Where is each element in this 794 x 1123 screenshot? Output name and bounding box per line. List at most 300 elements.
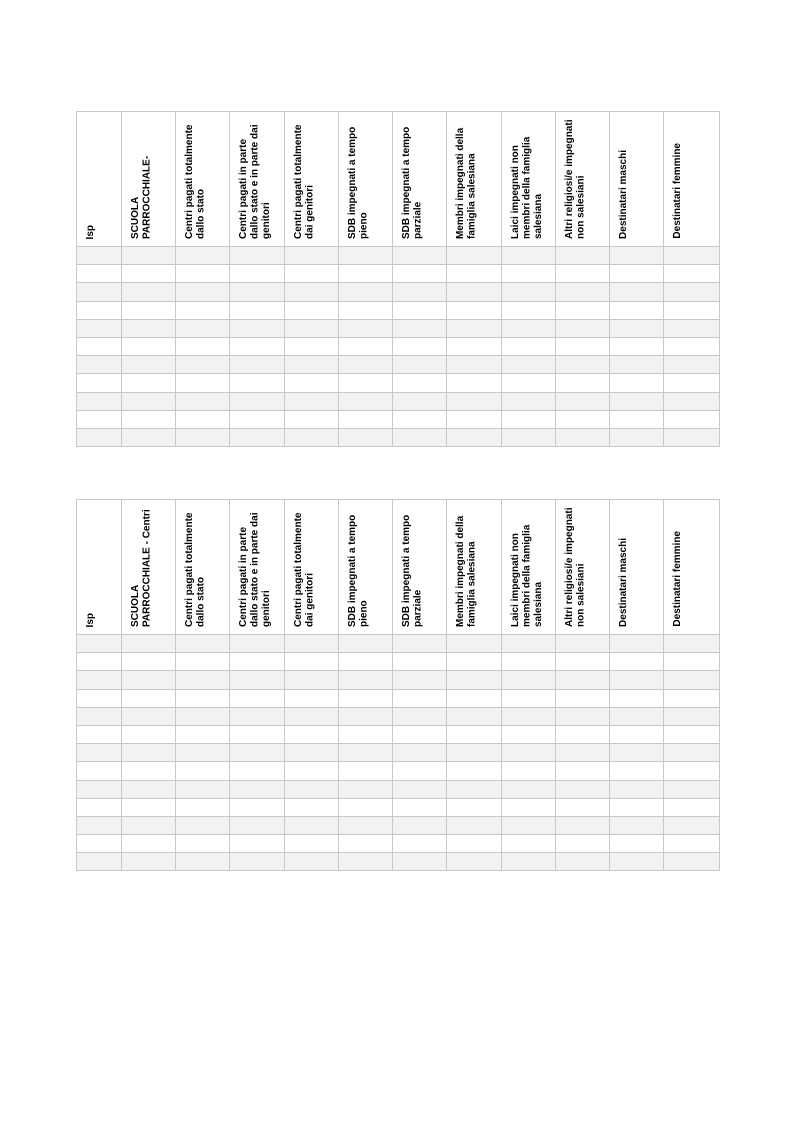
table-cell [664,392,720,410]
table-cell [393,653,447,671]
table-cell [502,356,556,374]
table-cell [122,798,176,816]
table-cell [339,816,393,834]
table-cell [664,835,720,853]
column-header: Centri pagati totalmente dallo stato [176,112,230,247]
table-cell [339,762,393,780]
table-cell [502,301,556,319]
table-cell [610,725,664,743]
table-cell [339,247,393,265]
table-cell [447,653,502,671]
table-cell [339,725,393,743]
table-cell [122,356,176,374]
table-cell [176,247,230,265]
table-cell [122,762,176,780]
table-cell [393,392,447,410]
table-cell [122,247,176,265]
table-cell [502,410,556,428]
table-cell [664,762,720,780]
table-cell [230,780,285,798]
table-cell [176,671,230,689]
table-cell [447,744,502,762]
table-cell [285,671,339,689]
table-cell [502,853,556,871]
table-cell [122,265,176,283]
table-cell [393,337,447,355]
column-header: Laici impegnati non membri della famiglia salesiana [502,500,556,635]
table-cell [230,265,285,283]
table-cell [502,798,556,816]
table-cell [610,835,664,853]
table-cell [230,653,285,671]
table-cell [176,762,230,780]
table-cell [664,265,720,283]
table-cell [502,707,556,725]
table-cell [339,689,393,707]
table-cell [664,301,720,319]
table-cell [285,744,339,762]
table-cell [122,835,176,853]
table-cell [447,265,502,283]
table-cell [230,671,285,689]
table-cell [230,853,285,871]
table-cell [393,265,447,283]
table-cell [664,816,720,834]
table-cell [230,410,285,428]
table-cell [556,744,610,762]
table-cell [502,725,556,743]
column-header: Centri pagati totalmente dai genitori [285,500,339,635]
table-cell [447,428,502,446]
table-cell [339,356,393,374]
table-cell [393,707,447,725]
table-cell [664,410,720,428]
table-cell [285,319,339,337]
table-cell [393,762,447,780]
table-cell [393,635,447,653]
column-header: Destinatari maschi [610,500,664,635]
table-cell [664,671,720,689]
table-cell [285,798,339,816]
table-cell [664,653,720,671]
table-row [77,653,720,671]
table-cell [556,653,610,671]
table-cell [610,392,664,410]
table-cell [393,283,447,301]
table-cell [447,725,502,743]
table-row [77,835,720,853]
table-cell [77,635,122,653]
column-header: Altri religiosi/e impegnati non salesiani [556,112,610,247]
table-cell [339,707,393,725]
table-cell [610,247,664,265]
table-cell [447,671,502,689]
table-cell [502,835,556,853]
table-cell [556,337,610,355]
table-cell [393,835,447,853]
table-row [77,816,720,834]
table-cell [393,689,447,707]
column-header: Membri impegnati della famiglia salesiana [447,112,502,247]
table-cell [556,798,610,816]
table-row [77,780,720,798]
column-header: SDB impegnati a tempo pieno [339,500,393,635]
table-cell [285,689,339,707]
table-cell [610,671,664,689]
table-cell [610,337,664,355]
table-cell [610,265,664,283]
table-cell [556,374,610,392]
table-cell [502,392,556,410]
table-cell [610,853,664,871]
table-row [77,374,720,392]
table-cell [176,283,230,301]
table-cell [664,319,720,337]
table-cell [556,283,610,301]
table-cell [77,744,122,762]
table-cell [447,762,502,780]
table-cell [77,265,122,283]
table-row [77,689,720,707]
table-cell [393,319,447,337]
table-cell [664,780,720,798]
table-cell [230,283,285,301]
table-cell [230,635,285,653]
table-cell [230,725,285,743]
table-cell [285,374,339,392]
table-cell [77,356,122,374]
table-cell [176,374,230,392]
table-row [77,725,720,743]
table-cell [339,744,393,762]
table-cell [502,247,556,265]
table-cell [393,744,447,762]
table-cell [176,356,230,374]
table-cell [176,798,230,816]
column-header: Destinatari femmine [664,112,720,247]
table-cell [447,853,502,871]
table-row [77,337,720,355]
table-cell [610,653,664,671]
column-header: Destinatari femmine [664,500,720,635]
table-cell [77,247,122,265]
table-cell [77,410,122,428]
table-cell [77,816,122,834]
column-header: Centri pagati in parte dallo stato e in parte dai genitori [230,500,285,635]
table-cell [393,301,447,319]
table-cell [339,853,393,871]
table-row [77,356,720,374]
table-row [77,392,720,410]
table-cell [230,247,285,265]
table-cell [664,374,720,392]
table-cell [447,374,502,392]
table-cell [556,356,610,374]
table-cell [77,762,122,780]
table-cell [230,374,285,392]
table-cell [339,374,393,392]
table-cell [447,247,502,265]
table-cell [556,635,610,653]
table-cell [664,356,720,374]
table-cell [664,707,720,725]
table-row [77,301,720,319]
table-cell [285,410,339,428]
table-cell [339,780,393,798]
table-cell [77,780,122,798]
table-cell [447,816,502,834]
table-cell [610,762,664,780]
table-cell [556,671,610,689]
table-cell [502,780,556,798]
table-cell [664,725,720,743]
table-cell [502,653,556,671]
table-cell [502,762,556,780]
column-header: Membri impegnati della famiglia salesiana [447,500,502,635]
table-cell [447,283,502,301]
table-cell [556,410,610,428]
column-header: Isp [77,500,122,635]
table-cell [339,283,393,301]
table-cell [393,853,447,871]
table-row [77,410,720,428]
table-row [77,707,720,725]
table-cell [230,356,285,374]
table-cell [122,707,176,725]
table-cell [122,671,176,689]
table-cell [77,835,122,853]
table-cell [77,725,122,743]
table-cell [502,428,556,446]
table-cell [393,725,447,743]
table-cell [122,374,176,392]
table-cell [285,835,339,853]
table-cell [556,247,610,265]
table-cell [393,428,447,446]
table-row [77,798,720,816]
table-cell [610,283,664,301]
table-cell [610,798,664,816]
table-row [77,428,720,446]
table-cell [122,428,176,446]
table-cell [285,762,339,780]
table-header-row [77,112,720,247]
table-cell [77,319,122,337]
table-cell [339,653,393,671]
table-cell [664,337,720,355]
table-cell [339,392,393,410]
column-header: SDB impegnati a tempo pieno [339,112,393,247]
table-cell [285,283,339,301]
table-cell [285,725,339,743]
table-cell [664,283,720,301]
table-cell [122,392,176,410]
table-cell [556,853,610,871]
table-cell [393,816,447,834]
table-cell [176,319,230,337]
table-cell [610,301,664,319]
table-cell [230,337,285,355]
table-cell [176,689,230,707]
table-cell [393,356,447,374]
table-cell [556,707,610,725]
table-cell [447,798,502,816]
table-cell [285,428,339,446]
table-cell [502,635,556,653]
table-cell [393,671,447,689]
table-cell [610,356,664,374]
table-cell [393,798,447,816]
table-cell [285,356,339,374]
table-cell [556,689,610,707]
table-row [77,247,720,265]
table-cell [556,816,610,834]
table-cell [176,835,230,853]
survey-table-1 [76,111,720,447]
table-cell [77,689,122,707]
table-cell [230,835,285,853]
table-cell [502,374,556,392]
table-cell [176,707,230,725]
table-cell [610,744,664,762]
column-header: SCUOLA PARROCCHIALE - Centri [122,500,176,635]
table-cell [285,337,339,355]
column-header: Centri pagati in parte dallo stato e in parte dai genitori [230,112,285,247]
table-cell [285,653,339,671]
table-cell [664,798,720,816]
table-cell [285,707,339,725]
table-cell [339,428,393,446]
table-cell [77,337,122,355]
table-cell [230,707,285,725]
table-cell [393,780,447,798]
table-cell [122,653,176,671]
table-cell [502,689,556,707]
column-header: Laici impegnati non membri della famiglia salesiana [502,112,556,247]
table-cell [285,853,339,871]
table-cell [176,265,230,283]
table-cell [664,689,720,707]
table-cell [176,635,230,653]
table-cell [176,337,230,355]
table-cell [230,798,285,816]
table-cell [664,247,720,265]
column-header: SDB impegnati a tempo parziale [393,500,447,635]
table-row [77,744,720,762]
table-cell [285,816,339,834]
table-cell [502,816,556,834]
table-cell [339,410,393,428]
table-cell [610,374,664,392]
table-cell [285,635,339,653]
table-cell [502,319,556,337]
table-row [77,853,720,871]
column-header: SDB impegnati a tempo parziale [393,112,447,247]
table-cell [230,689,285,707]
table-cell [77,707,122,725]
table-cell [339,319,393,337]
table-cell [556,428,610,446]
table-cell [556,780,610,798]
table-cell [122,337,176,355]
table-cell [230,744,285,762]
table-cell [285,780,339,798]
table-cell [176,410,230,428]
table-cell [610,780,664,798]
table-cell [77,428,122,446]
table-cell [664,428,720,446]
table-cell [447,301,502,319]
table-cell [447,707,502,725]
table-row [77,635,720,653]
table-cell [393,247,447,265]
table-cell [230,762,285,780]
table-cell [230,301,285,319]
column-header: Centri pagati totalmente dallo stato [176,500,230,635]
table-cell [339,835,393,853]
table-cell [285,247,339,265]
table-cell [176,725,230,743]
table-cell [610,319,664,337]
table-cell [77,392,122,410]
table-cell [664,853,720,871]
table-cell [122,816,176,834]
table-cell [339,265,393,283]
table-cell [610,635,664,653]
table-cell [122,689,176,707]
column-header: Centri pagati totalmente dai genitori [285,112,339,247]
table-cell [339,671,393,689]
table-cell [77,653,122,671]
table-cell [393,410,447,428]
table-cell [77,798,122,816]
table-cell [122,319,176,337]
table-cell [285,265,339,283]
table-cell [339,798,393,816]
table-cell [447,410,502,428]
table-cell [176,744,230,762]
table-cell [122,301,176,319]
table-cell [447,689,502,707]
table-cell [77,671,122,689]
table-cell [556,301,610,319]
table-header-row [77,500,720,635]
table-cell [339,337,393,355]
table-cell [610,410,664,428]
table-cell [122,744,176,762]
table-cell [77,853,122,871]
table-cell [77,283,122,301]
table-row [77,762,720,780]
table-cell [285,392,339,410]
table-cell [556,392,610,410]
table-cell [230,319,285,337]
table-cell [610,816,664,834]
table-cell [122,410,176,428]
table-cell [664,635,720,653]
column-header: Altri religiosi/e impegnati non salesiani [556,500,610,635]
table-cell [122,780,176,798]
table-cell [447,319,502,337]
table-cell [447,356,502,374]
table-cell [230,392,285,410]
column-header: Destinatari maschi [610,112,664,247]
table-cell [447,337,502,355]
table-cell [176,780,230,798]
table-cell [502,265,556,283]
table-cell [556,835,610,853]
table-cell [77,374,122,392]
